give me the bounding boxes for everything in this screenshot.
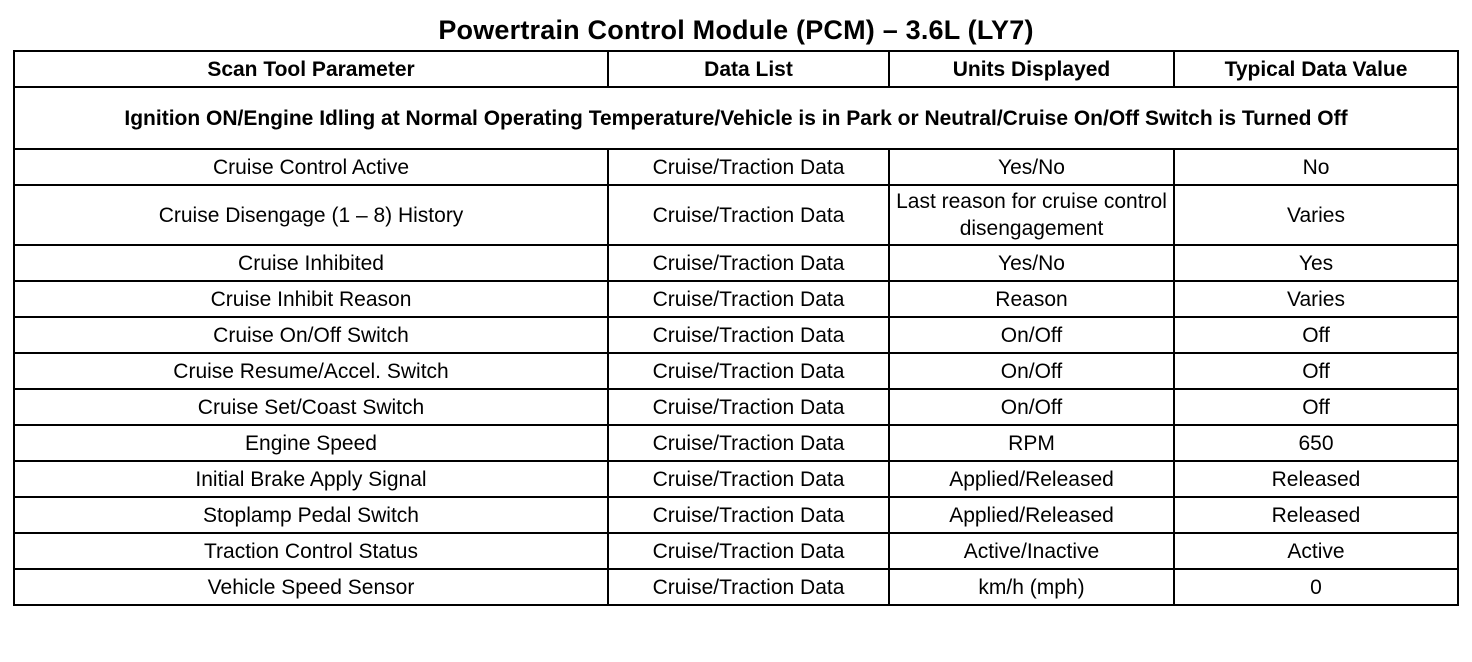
cell-typical-value: Varies [1174,185,1458,245]
table-row [14,461,1458,497]
cell-data-list: Cruise/Traction Data [608,149,889,185]
header-scan-tool-parameter: Scan Tool Parameter [14,51,608,87]
cell-data-list: Cruise/Traction Data [608,497,889,533]
cell-data-list: Cruise/Traction Data [608,185,889,245]
header-data-list: Data List [608,51,889,87]
cell-parameter: Traction Control Status [14,533,608,569]
cell-units: Yes/No [889,149,1174,185]
cell-units: Yes/No [889,245,1174,281]
table-row [14,149,1458,185]
cell-units: km/h (mph) [889,569,1174,605]
table-row [14,569,1458,605]
table-row [14,533,1458,569]
cell-parameter: Cruise Resume/Accel. Switch [14,353,608,389]
cell-units: On/Off [889,353,1174,389]
cell-units: Active/Inactive [889,533,1174,569]
cell-parameter: Cruise Control Active [14,149,608,185]
header-typical-data-value: Typical Data Value [1174,51,1458,87]
cell-data-list: Cruise/Traction Data [608,389,889,425]
cell-parameter: Cruise Inhibited [14,245,608,281]
cell-units: Applied/Released [889,497,1174,533]
cell-data-list: Cruise/Traction Data [608,533,889,569]
cell-parameter: Cruise Inhibit Reason [14,281,608,317]
cell-parameter: Vehicle Speed Sensor [14,569,608,605]
cell-data-list: Cruise/Traction Data [608,281,889,317]
cell-typical-value: Varies [1174,281,1458,317]
cell-data-list: Cruise/Traction Data [608,245,889,281]
table-row [14,245,1458,281]
cell-units: Last reason for cruise control disengagement [889,185,1174,245]
cell-units: On/Off [889,389,1174,425]
cell-units: On/Off [889,317,1174,353]
cell-units: Applied/Released [889,461,1174,497]
cell-data-list: Cruise/Traction Data [608,425,889,461]
table-row [14,185,1458,245]
cell-parameter: Cruise Set/Coast Switch [14,389,608,425]
cell-typical-value: Off [1174,389,1458,425]
cell-data-list: Cruise/Traction Data [608,569,889,605]
header-units-displayed: Units Displayed [889,51,1174,87]
cell-typical-value: 0 [1174,569,1458,605]
cell-typical-value: Active [1174,533,1458,569]
scan-tool-data-table [13,50,1459,606]
cell-data-list: Cruise/Traction Data [608,353,889,389]
document-title: Powertrain Control Module (PCM) – 3.6L (LY7) [438,15,1034,45]
cell-typical-value: No [1174,149,1458,185]
table-row [14,281,1458,317]
cell-units: Reason [889,281,1174,317]
table-row [14,497,1458,533]
cell-typical-value: Yes [1174,245,1458,281]
cell-parameter: Cruise On/Off Switch [14,317,608,353]
cell-parameter: Initial Brake Apply Signal [14,461,608,497]
cell-typical-value: Released [1174,497,1458,533]
cell-typical-value: Released [1174,461,1458,497]
operating-condition: Ignition ON/Engine Idling at Normal Operating Temperature/Vehicle is in Park or Neutral/Cruise On/Off Switch is Turned Off [14,87,1458,149]
table-row [14,389,1458,425]
cell-typical-value: Off [1174,317,1458,353]
cell-parameter: Cruise Disengage (1 – 8) History [14,185,608,245]
condition-row [14,87,1458,149]
cell-units: RPM [889,425,1174,461]
cell-parameter: Engine Speed [14,425,608,461]
cell-parameter: Stoplamp Pedal Switch [14,497,608,533]
header-row [14,51,1458,87]
cell-typical-value: 650 [1174,425,1458,461]
table-row [14,317,1458,353]
cell-data-list: Cruise/Traction Data [608,461,889,497]
cell-typical-value: Off [1174,353,1458,389]
table-row [14,353,1458,389]
cell-data-list: Cruise/Traction Data [608,317,889,353]
table-row [14,425,1458,461]
